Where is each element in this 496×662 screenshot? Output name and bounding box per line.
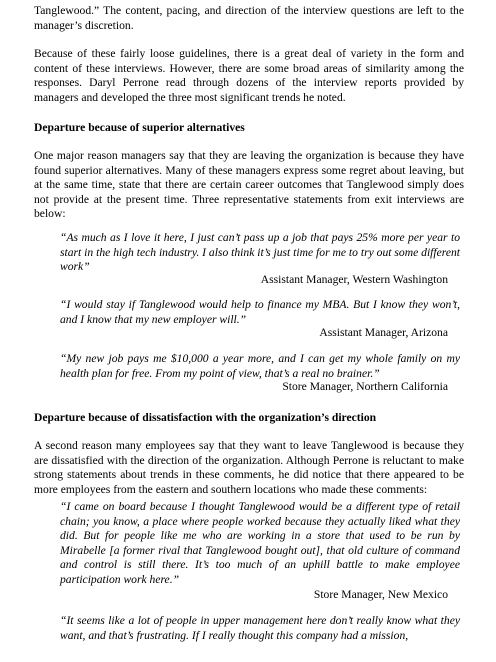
section-heading-superior: Departure because of superior alternatives <box>34 121 245 134</box>
quote-1: “As much as I love it here, I just can’t pass up a job that pays 25% more per year to start in the high tech industry. I also think it’s just time for me to try out some different work” <box>60 231 460 273</box>
quote-3-attribution: Store Manager, Northern California <box>282 380 448 393</box>
quote-4: “I came on board because I thought Tanglewood would be a different type of retail chain; you know, a place where people worked because they actually liked what they did. But for people like me who are working in a store that used to be run by Mirabelle [a former rival that Tanglewood bought out], that old culture of command and control is still there. It’s too much of an uphill battle to make employee participation work here.” <box>60 500 460 586</box>
section-heading-dissatisfaction: Departure because of dissatisfaction with the organization’s direction <box>34 411 377 424</box>
quote-4-attribution: Store Manager, New Mexico <box>313 588 448 601</box>
quote-2-attribution: Assistant Manager, Arizona <box>319 326 448 339</box>
dissatisfaction-paragraph: A second reason many employees say that they want to leave Tanglewood is because they are dissatisfied with the direction of the organization. Although Perrone is reluctant to make strong statements about trends in these comments, he did notice that there appeared to be more employees from the eastern and southern locations who made these comments: <box>34 439 464 496</box>
quote-3: “My new job pays me $10,000 a year more, and I can get my whole family on my health plan for free. From my point of view, that’s a real no brainer.” <box>60 352 460 380</box>
superior-paragraph: One major reason managers say that they are leaving the organization is because they have found superior alternatives. Many of these managers express some regret about leaving, but at the same time, state that there are certain career outcomes that Tanglewood simply does not provide at the present time. Three representative statements from exit interviews are below: <box>34 149 464 220</box>
quote-5: “It seems like a lot of people in upper management here don’t really know what they want, and that’s frustrating. If I really thought this company had a mission, <box>60 614 460 642</box>
quote-1-attribution: Assistant Manager, Western Washington <box>260 273 448 286</box>
intro-paragraph: Tanglewood.” The content, pacing, and direction of the interview questions are left to the manager’s discretion. <box>34 4 464 32</box>
variety-paragraph: Because of these fairly loose guidelines, there is a great deal of variety in the form and content of these interviews. However, there are some broad areas of similarity among the responses. Daryl Perrone read through dozens of the interview reports provided by managers and developed the three most significant trends he noted. <box>34 47 464 104</box>
quote-2: “I would stay if Tanglewood would help to finance my MBA. But I know they won’t, and I know that my new employer will.” <box>60 298 460 326</box>
